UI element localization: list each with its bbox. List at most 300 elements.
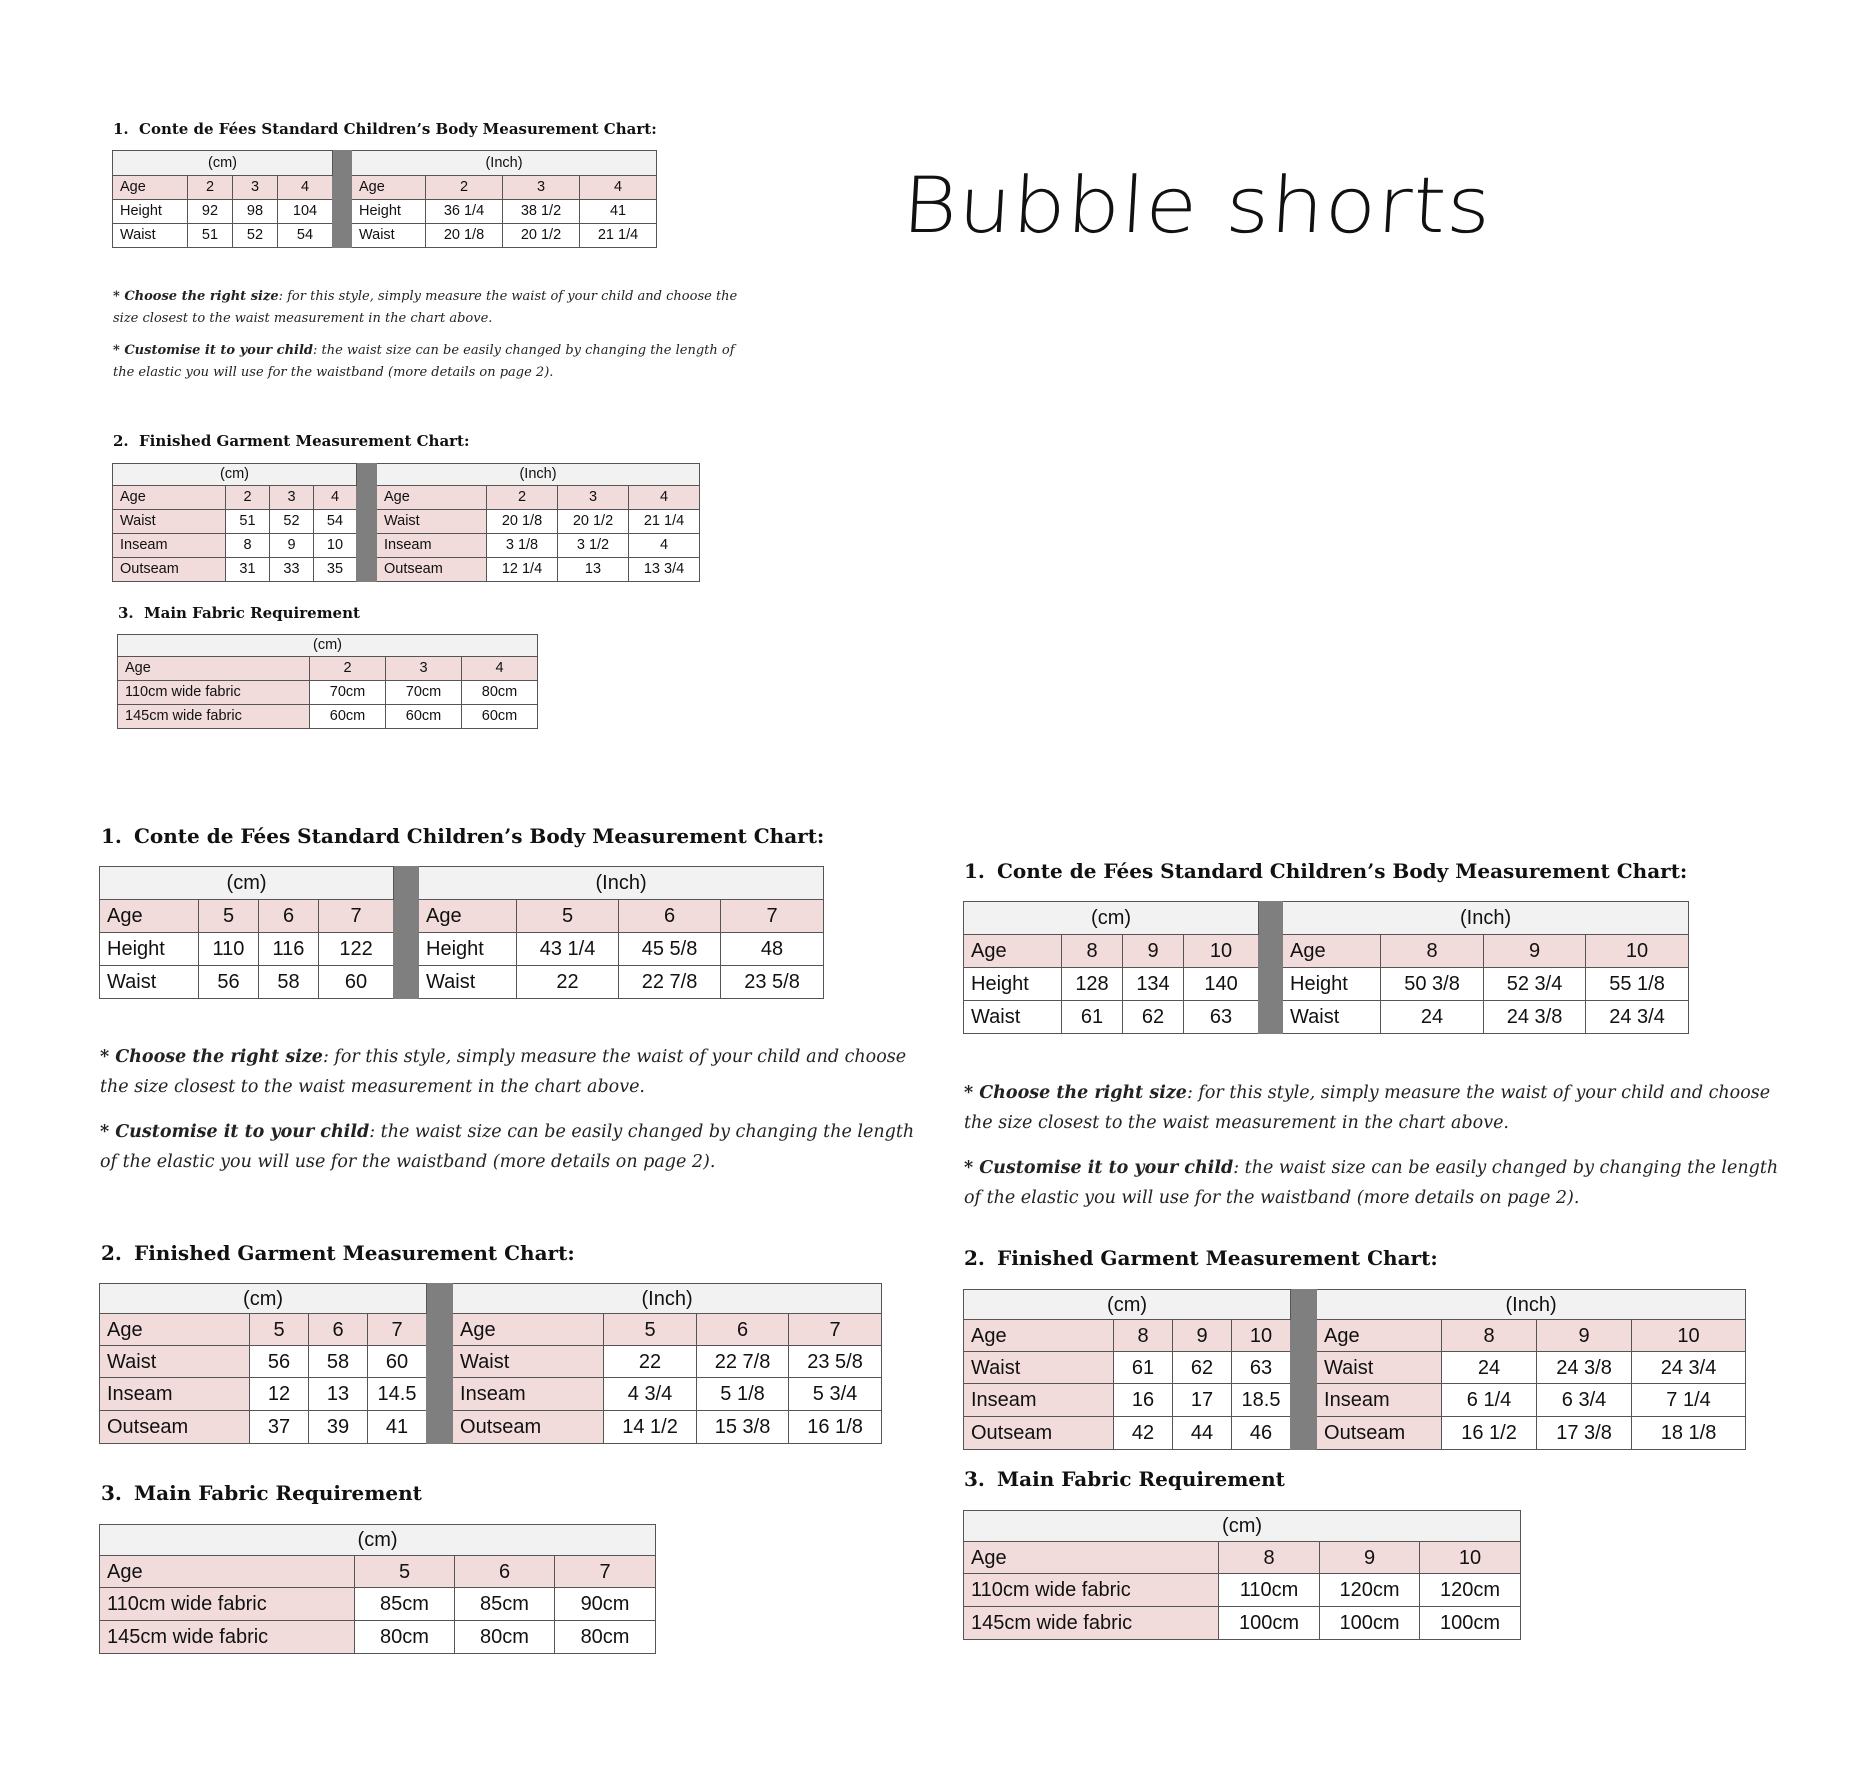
cell: 100cm xyxy=(1420,1607,1521,1640)
cell: 22 xyxy=(604,1346,697,1378)
row-label: Waist xyxy=(352,224,426,248)
cell: 24 3/4 xyxy=(1632,1352,1746,1384)
cell: 24 xyxy=(1381,1001,1484,1034)
table-row xyxy=(964,1542,1521,1574)
cell: 8 xyxy=(1442,1320,1537,1352)
cell: 23 5/8 xyxy=(721,966,824,999)
row-label: 110cm wide fabric xyxy=(100,1588,355,1621)
section-title: Conte de Fées Standard Children’s Body Measurement Chart: xyxy=(139,120,657,138)
row-label: Waist xyxy=(1283,1001,1381,1034)
cell: 100cm xyxy=(1320,1607,1420,1640)
cell: 51 xyxy=(226,510,270,534)
cm-header: (cm) xyxy=(100,1525,656,1556)
row-label: Age xyxy=(100,1556,355,1588)
table-divider xyxy=(333,151,352,248)
cell: 100cm xyxy=(1219,1607,1320,1640)
cm-header: (cm) xyxy=(113,151,333,176)
cell: 3 xyxy=(270,486,314,510)
cell: 10 xyxy=(1232,1320,1291,1352)
table-divider xyxy=(427,1284,453,1444)
inch-header: (Inch) xyxy=(377,464,700,486)
cm-header: (cm) xyxy=(964,902,1259,935)
cell: 5 xyxy=(199,900,259,933)
table-row xyxy=(100,1314,882,1346)
section-number: 1. xyxy=(101,824,122,848)
cell: 52 3/4 xyxy=(1484,968,1586,1001)
cell: 4 xyxy=(629,534,700,558)
note-heading: * Choose the right size xyxy=(100,1047,323,1067)
cell: 24 xyxy=(1442,1352,1537,1384)
section-title: Main Fabric Requirement xyxy=(134,1481,422,1505)
cell: 3 xyxy=(503,176,580,200)
table-row xyxy=(964,1320,1746,1352)
section-title: Main Fabric Requirement xyxy=(144,604,360,622)
cell: 128 xyxy=(1062,968,1123,1001)
cell: 21 1/4 xyxy=(629,510,700,534)
section-number: 2. xyxy=(101,1241,122,1265)
table-row xyxy=(113,510,700,534)
cell: 15 3/8 xyxy=(697,1411,789,1444)
section-title: Conte de Fées Standard Children’s Body Measurement Chart: xyxy=(997,859,1688,883)
cell: 37 xyxy=(250,1411,309,1444)
cell: 6 xyxy=(619,900,721,933)
row-label: Waist xyxy=(419,966,517,999)
row-label: 145cm wide fabric xyxy=(100,1621,355,1654)
cell: 10 xyxy=(1420,1542,1521,1574)
row-label: Height xyxy=(419,933,517,966)
cm-header: (cm) xyxy=(118,635,538,657)
section-number: 1. xyxy=(113,120,129,138)
cell: 60cm xyxy=(462,705,538,729)
table-row xyxy=(100,1588,656,1621)
inch-header: (Inch) xyxy=(352,151,657,176)
cm-header: (cm) xyxy=(964,1290,1291,1320)
row-label: Age xyxy=(419,900,517,933)
section-1-heading xyxy=(964,859,1687,883)
cell: 90cm xyxy=(555,1588,656,1621)
note-text: : for this style, simply measure the waist of your child and choose the size closest to the waist measurement in the chart above. xyxy=(100,1047,907,1097)
section-number: 3. xyxy=(118,604,134,622)
cell: 8 xyxy=(1062,935,1123,968)
cell: 6 xyxy=(455,1556,555,1588)
cell: 33 xyxy=(270,558,314,582)
row-label: Waist xyxy=(113,510,226,534)
cell: 8 xyxy=(1219,1542,1320,1574)
cell: 8 xyxy=(1114,1320,1173,1352)
cell: 63 xyxy=(1232,1352,1291,1384)
cell: 3 xyxy=(386,657,462,681)
cell: 58 xyxy=(259,966,319,999)
cell: 14 1/2 xyxy=(604,1411,697,1444)
cell: 14.5 xyxy=(368,1378,427,1411)
cell: 70cm xyxy=(386,681,462,705)
cell: 5 xyxy=(355,1556,455,1588)
cell: 56 xyxy=(199,966,259,999)
cell: 5 xyxy=(250,1314,309,1346)
table-divider xyxy=(357,464,377,582)
cell: 3 1/8 xyxy=(487,534,558,558)
section-number: 2. xyxy=(964,1246,985,1270)
fabric-requirement-table xyxy=(963,1510,1521,1640)
row-label: Age xyxy=(1317,1320,1442,1352)
cell: 20 1/8 xyxy=(426,224,503,248)
cell: 8 xyxy=(226,534,270,558)
row-label: Waist xyxy=(113,224,188,248)
cell: 6 3/4 xyxy=(1537,1384,1632,1417)
row-label: Height xyxy=(352,200,426,224)
table-row xyxy=(964,1001,1689,1034)
row-label: Outseam xyxy=(453,1411,604,1444)
cell: 80cm xyxy=(462,681,538,705)
cell: 44 xyxy=(1173,1417,1232,1450)
cell: 13 3/4 xyxy=(629,558,700,582)
row-label: Age xyxy=(352,176,426,200)
cell: 24 3/4 xyxy=(1586,1001,1689,1034)
cell: 7 1/4 xyxy=(1632,1384,1746,1417)
cell: 17 xyxy=(1173,1384,1232,1417)
cell: 62 xyxy=(1173,1352,1232,1384)
table-divider xyxy=(1259,902,1283,1034)
note-heading: * Choose the right size xyxy=(113,289,279,304)
cell: 41 xyxy=(580,200,657,224)
row-label: Age xyxy=(113,486,226,510)
table-row xyxy=(100,1556,656,1588)
cell: 4 xyxy=(314,486,357,510)
size-notes xyxy=(964,1078,1794,1213)
cell: 10 xyxy=(1184,935,1259,968)
table-row xyxy=(964,1574,1521,1607)
cell: 62 xyxy=(1123,1001,1184,1034)
row-label: Waist xyxy=(100,966,199,999)
inch-header: (Inch) xyxy=(453,1284,882,1314)
table-row xyxy=(118,705,538,729)
row-label: Height xyxy=(964,968,1062,1001)
row-label: Outseam xyxy=(964,1417,1114,1450)
cell: 61 xyxy=(1114,1352,1173,1384)
section-title: Conte de Fées Standard Children’s Body Measurement Chart: xyxy=(134,824,825,848)
cell: 122 xyxy=(319,933,394,966)
cell: 4 xyxy=(580,176,657,200)
row-label: Height xyxy=(1283,968,1381,1001)
body-measurement-table xyxy=(112,150,657,248)
garment-measurement-table xyxy=(963,1289,1746,1450)
note-heading: * Customise it to your child xyxy=(100,1122,370,1142)
cell: 9 xyxy=(1173,1320,1232,1352)
cell: 6 1/4 xyxy=(1442,1384,1537,1417)
row-label: Inseam xyxy=(113,534,226,558)
cell: 51 xyxy=(188,224,233,248)
row-label: 145cm wide fabric xyxy=(964,1607,1219,1640)
cell: 20 1/2 xyxy=(503,224,580,248)
section-number: 3. xyxy=(101,1481,122,1505)
cell: 60 xyxy=(368,1346,427,1378)
cell: 5 3/4 xyxy=(789,1378,882,1411)
cell: 9 xyxy=(1484,935,1586,968)
body-measurement-table xyxy=(963,901,1689,1034)
row-label: Age xyxy=(118,657,310,681)
section-number: 2. xyxy=(113,432,129,450)
cell: 16 xyxy=(1114,1384,1173,1417)
cell: 56 xyxy=(250,1346,309,1378)
note-text: : for this style, simply measure the waist of your child and choose the size closest to the waist measurement in the chart above. xyxy=(964,1083,1771,1133)
section-2-heading xyxy=(964,1246,1438,1270)
cell: 7 xyxy=(789,1314,882,1346)
cell: 5 1/8 xyxy=(697,1378,789,1411)
section-2-heading xyxy=(101,1241,575,1265)
table-row xyxy=(100,933,824,966)
cell: 2 xyxy=(226,486,270,510)
row-label: Outseam xyxy=(113,558,226,582)
cell: 7 xyxy=(368,1314,427,1346)
cm-header: (cm) xyxy=(113,464,357,486)
cell: 3 xyxy=(558,486,629,510)
cm-header: (cm) xyxy=(100,867,394,900)
cell: 140 xyxy=(1184,968,1259,1001)
row-label: Inseam xyxy=(100,1378,250,1411)
table-row xyxy=(100,966,824,999)
table-row xyxy=(100,1621,656,1654)
row-label: Waist xyxy=(1317,1352,1442,1384)
cell: 7 xyxy=(721,900,824,933)
row-label: 110cm wide fabric xyxy=(964,1574,1219,1607)
section-3-heading xyxy=(964,1467,1285,1491)
cell: 2 xyxy=(426,176,503,200)
fabric-requirement-table xyxy=(99,1524,656,1654)
row-label: Outseam xyxy=(1317,1417,1442,1450)
cell: 10 xyxy=(1586,935,1689,968)
inch-header: (Inch) xyxy=(1283,902,1689,935)
row-label: Age xyxy=(1283,935,1381,968)
cm-header: (cm) xyxy=(100,1284,427,1314)
garment-measurement-table xyxy=(112,463,700,582)
table-row xyxy=(113,176,657,200)
row-label: Waist xyxy=(100,1346,250,1378)
cell: 2 xyxy=(310,657,386,681)
cell: 6 xyxy=(697,1314,789,1346)
row-label: Height xyxy=(113,200,188,224)
cell: 85cm xyxy=(455,1588,555,1621)
cell: 104 xyxy=(278,200,333,224)
cell: 43 1/4 xyxy=(517,933,619,966)
cell: 12 1/4 xyxy=(487,558,558,582)
inch-header: (Inch) xyxy=(1317,1290,1746,1320)
section-number: 1. xyxy=(964,859,985,883)
cell: 52 xyxy=(233,224,278,248)
cell: 4 xyxy=(278,176,333,200)
cell: 17 3/8 xyxy=(1537,1417,1632,1450)
cell: 46 xyxy=(1232,1417,1291,1450)
cell: 6 xyxy=(259,900,319,933)
cell: 2 xyxy=(188,176,233,200)
body-measurement-table xyxy=(99,866,824,999)
row-label: Age xyxy=(453,1314,604,1346)
cell: 3 xyxy=(233,176,278,200)
cell: 58 xyxy=(309,1346,368,1378)
row-label: Outseam xyxy=(100,1411,250,1444)
cell: 120cm xyxy=(1320,1574,1420,1607)
cell: 10 xyxy=(1632,1320,1746,1352)
cell: 21 1/4 xyxy=(580,224,657,248)
cell: 7 xyxy=(319,900,394,933)
table-row xyxy=(964,1417,1746,1450)
table-row xyxy=(964,1384,1746,1417)
cell: 54 xyxy=(314,510,357,534)
cell: 24 3/8 xyxy=(1537,1352,1632,1384)
note-text: : for this style, simply measure the waist of your child and choose the size closest to the waist measurement in the chart above. xyxy=(113,289,738,326)
table-row xyxy=(964,1352,1746,1384)
row-label: Age xyxy=(377,486,487,510)
cell: 48 xyxy=(721,933,824,966)
note-heading: * Choose the right size xyxy=(964,1083,1187,1103)
cell: 85cm xyxy=(355,1588,455,1621)
row-label: Inseam xyxy=(1317,1384,1442,1417)
section-3-heading xyxy=(101,1481,422,1505)
cell: 61 xyxy=(1062,1001,1123,1034)
cell: 8 xyxy=(1381,935,1484,968)
cell: 31 xyxy=(226,558,270,582)
row-label: 145cm wide fabric xyxy=(118,705,310,729)
row-label: Inseam xyxy=(453,1378,604,1411)
cell: 52 xyxy=(270,510,314,534)
section-1-heading xyxy=(101,824,824,848)
table-row xyxy=(118,681,538,705)
fabric-requirement-table xyxy=(117,634,538,729)
cell: 70cm xyxy=(310,681,386,705)
cell: 60cm xyxy=(386,705,462,729)
cell: 63 xyxy=(1184,1001,1259,1034)
cell: 42 xyxy=(1114,1417,1173,1450)
cell: 20 1/8 xyxy=(487,510,558,534)
section-3-heading xyxy=(118,604,360,622)
cell: 9 xyxy=(1123,935,1184,968)
cell: 80cm xyxy=(355,1621,455,1654)
cell: 35 xyxy=(314,558,357,582)
section-1-heading xyxy=(113,120,657,138)
row-label: Waist xyxy=(377,510,487,534)
note-text: : the waist size can be easily changed by changing the length of the elastic you will use for the waistband (more details on page 2). xyxy=(113,343,735,380)
section-title: Finished Garment Measurement Chart: xyxy=(134,1241,575,1265)
cell: 80cm xyxy=(455,1621,555,1654)
row-label: Waist xyxy=(964,1352,1114,1384)
cell: 4 xyxy=(629,486,700,510)
note-heading: * Customise it to your child xyxy=(113,343,313,358)
table-divider xyxy=(1291,1290,1317,1450)
cell: 12 xyxy=(250,1378,309,1411)
cell: 23 5/8 xyxy=(789,1346,882,1378)
cell: 6 xyxy=(309,1314,368,1346)
cell: 36 1/4 xyxy=(426,200,503,224)
cell: 50 3/8 xyxy=(1381,968,1484,1001)
cell: 13 xyxy=(309,1378,368,1411)
table-row xyxy=(100,1411,882,1444)
cell: 5 xyxy=(517,900,619,933)
garment-measurement-table xyxy=(99,1283,882,1444)
cell: 38 1/2 xyxy=(503,200,580,224)
table-row xyxy=(964,968,1689,1001)
table-row xyxy=(113,558,700,582)
table-divider xyxy=(394,867,419,999)
cell: 120cm xyxy=(1420,1574,1521,1607)
row-label: Age xyxy=(964,935,1062,968)
cell: 41 xyxy=(368,1411,427,1444)
table-row xyxy=(100,1346,882,1378)
row-label: Inseam xyxy=(377,534,487,558)
cell: 92 xyxy=(188,200,233,224)
cell: 5 xyxy=(604,1314,697,1346)
table-row xyxy=(113,534,700,558)
cell: 45 5/8 xyxy=(619,933,721,966)
table-row xyxy=(100,900,824,933)
table-row xyxy=(118,657,538,681)
row-label: Age xyxy=(100,900,199,933)
cell: 80cm xyxy=(555,1621,656,1654)
cell: 16 1/8 xyxy=(789,1411,882,1444)
size-notes xyxy=(113,286,738,384)
section-title: Main Fabric Requirement xyxy=(997,1467,1285,1491)
table-row xyxy=(113,224,657,248)
cell: 24 3/8 xyxy=(1484,1001,1586,1034)
cell: 9 xyxy=(270,534,314,558)
row-label: Waist xyxy=(964,1001,1062,1034)
cell: 16 1/2 xyxy=(1442,1417,1537,1450)
cell: 20 1/2 xyxy=(558,510,629,534)
cell: 110cm xyxy=(1219,1574,1320,1607)
table-row xyxy=(964,935,1689,968)
page-title: Bubble shorts xyxy=(899,160,1495,251)
section-2-heading xyxy=(113,432,470,450)
row-label: Waist xyxy=(453,1346,604,1378)
cell: 55 1/8 xyxy=(1586,968,1689,1001)
cell: 60 xyxy=(319,966,394,999)
cell: 98 xyxy=(233,200,278,224)
cell: 116 xyxy=(259,933,319,966)
cell: 10 xyxy=(314,534,357,558)
cell: 18 1/8 xyxy=(1632,1417,1746,1450)
row-label: Age xyxy=(113,176,188,200)
row-label: Age xyxy=(964,1320,1114,1352)
table-row xyxy=(100,1378,882,1411)
note-text: : the waist size can be easily changed by changing the length of the elastic you will use for the waistband (more details on page 2). xyxy=(964,1158,1779,1208)
row-label: Inseam xyxy=(964,1384,1114,1417)
cell: 13 xyxy=(558,558,629,582)
section-number: 3. xyxy=(964,1467,985,1491)
cell: 134 xyxy=(1123,968,1184,1001)
cell: 60cm xyxy=(310,705,386,729)
cm-header: (cm) xyxy=(964,1511,1521,1542)
cell: 22 xyxy=(517,966,619,999)
cell: 39 xyxy=(309,1411,368,1444)
inch-header: (Inch) xyxy=(419,867,824,900)
cell: 9 xyxy=(1320,1542,1420,1574)
cell: 110 xyxy=(199,933,259,966)
cell: 3 1/2 xyxy=(558,534,629,558)
cell: 4 3/4 xyxy=(604,1378,697,1411)
table-row xyxy=(964,1607,1521,1640)
section-title: Finished Garment Measurement Chart: xyxy=(997,1246,1438,1270)
cell: 4 xyxy=(462,657,538,681)
cell: 2 xyxy=(487,486,558,510)
size-notes xyxy=(100,1042,930,1177)
cell: 22 7/8 xyxy=(697,1346,789,1378)
row-label: Age xyxy=(964,1542,1219,1574)
row-label: Height xyxy=(100,933,199,966)
cell: 7 xyxy=(555,1556,656,1588)
row-label: 110cm wide fabric xyxy=(118,681,310,705)
cell: 22 7/8 xyxy=(619,966,721,999)
note-heading: * Customise it to your child xyxy=(964,1158,1234,1178)
row-label: Outseam xyxy=(377,558,487,582)
cell: 18.5 xyxy=(1232,1384,1291,1417)
